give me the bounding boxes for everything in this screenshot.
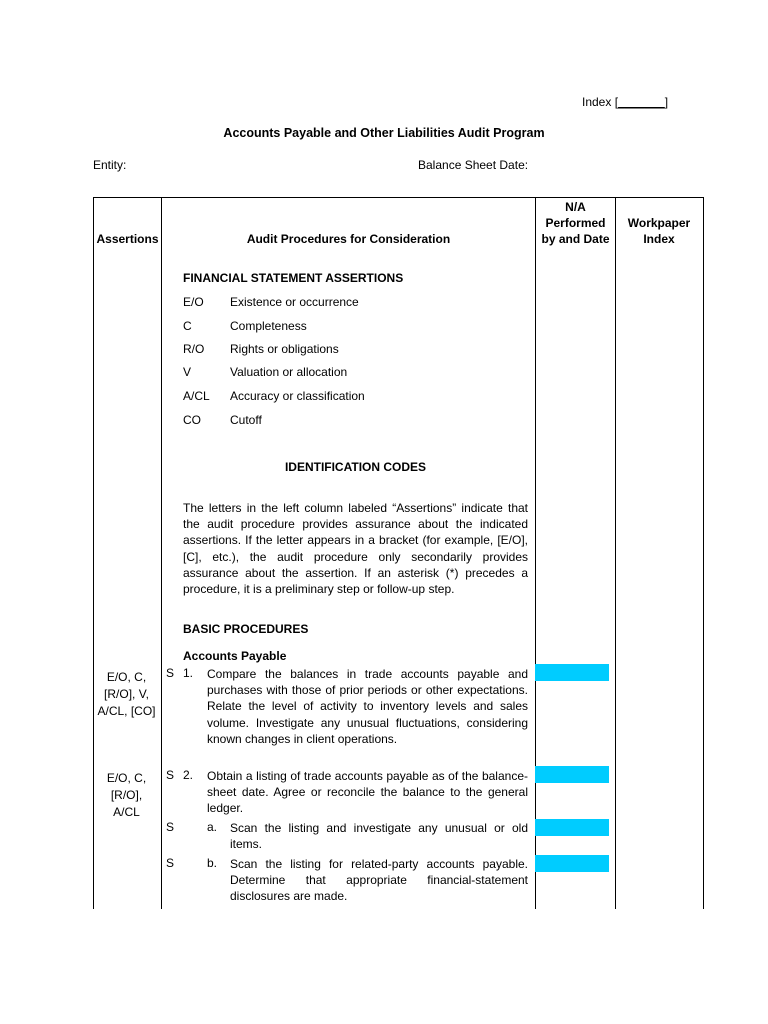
procedure-1-marker: S	[166, 666, 175, 680]
header-workpaper-index: Workpaper Index	[627, 216, 691, 246]
performed-cell-2a[interactable]	[535, 819, 609, 836]
performed-cell-2b[interactable]	[535, 855, 609, 872]
header-assertions: Assertions	[96, 232, 159, 246]
entity-label: Entity:	[93, 158, 127, 172]
procedure-2b-text: Scan the listing for related-party accounts payable. Determine that appropriate financial-statement disclosures are made.	[230, 857, 528, 904]
performed-cell-1[interactable]	[535, 664, 609, 681]
procedure-2-text: Obtain a listing of trade accounts payable as of the balance-sheet date. Agree or reconcile the balance to the general ledger.	[207, 769, 528, 816]
column-divider	[161, 198, 162, 909]
procedure-2-number: 2.	[183, 768, 194, 782]
basic-procedures-heading: BASIC PROCEDURES	[183, 622, 309, 636]
procedure-2b-number: b.	[207, 856, 218, 870]
column-divider	[535, 198, 536, 909]
performed-cell-2[interactable]	[535, 766, 609, 783]
accounts-payable-heading: Accounts Payable	[183, 649, 287, 663]
procedure-2a-text: Scan the listing and investigate any unusual or old items.	[230, 821, 528, 852]
procedure-2b-marker: S	[166, 856, 175, 870]
index-close: ]	[664, 95, 669, 109]
document-title: Accounts Payable and Other Liabilities Audit Program	[223, 126, 545, 140]
header-procedures: Audit Procedures for Consideration	[246, 232, 451, 246]
identification-heading: IDENTIFICATION CODES	[284, 460, 427, 474]
procedure-1-text: Compare the balances in trade accounts payable and purchases with those of prior periods or other expectations. Relate the level of activity to inventory levels and sales volume. Investigate any unusual fluctuations, considering known changes in client operations.	[207, 667, 528, 746]
procedure-2a-number: a.	[207, 820, 218, 834]
index-blank[interactable]: _______	[618, 95, 665, 109]
procedure-1-assertions: E/O, C, [R/O], V, A/CL, [CO]	[97, 670, 156, 718]
index-field	[582, 95, 668, 109]
column-divider	[615, 198, 616, 909]
identification-paragraph: The letters in the left column labeled “Assertions” indicate that the audit procedure provides assurance about the indicated assertions. If the letter appears in a bracket (for example, [E/O], [C], etc.), the audit procedure only secondarily provides assurance about the assertion. If an asterisk (*) precedes a procedure, it is a preliminary step or follow-up step.	[183, 501, 528, 597]
procedure-2-marker: S	[166, 768, 175, 782]
procedure-2a-marker: S	[166, 820, 175, 834]
index-label: Index [	[582, 95, 619, 109]
procedure-1-number: 1.	[183, 666, 194, 680]
header-na-performed: N/A Performed by and Date	[541, 200, 610, 246]
balance-sheet-date-label: Balance Sheet Date:	[418, 158, 529, 172]
fsa-heading: FINANCIAL STATEMENT ASSERTIONS	[183, 271, 404, 285]
procedure-2-assertions: E/O, C, [R/O], A/CL	[106, 771, 147, 819]
